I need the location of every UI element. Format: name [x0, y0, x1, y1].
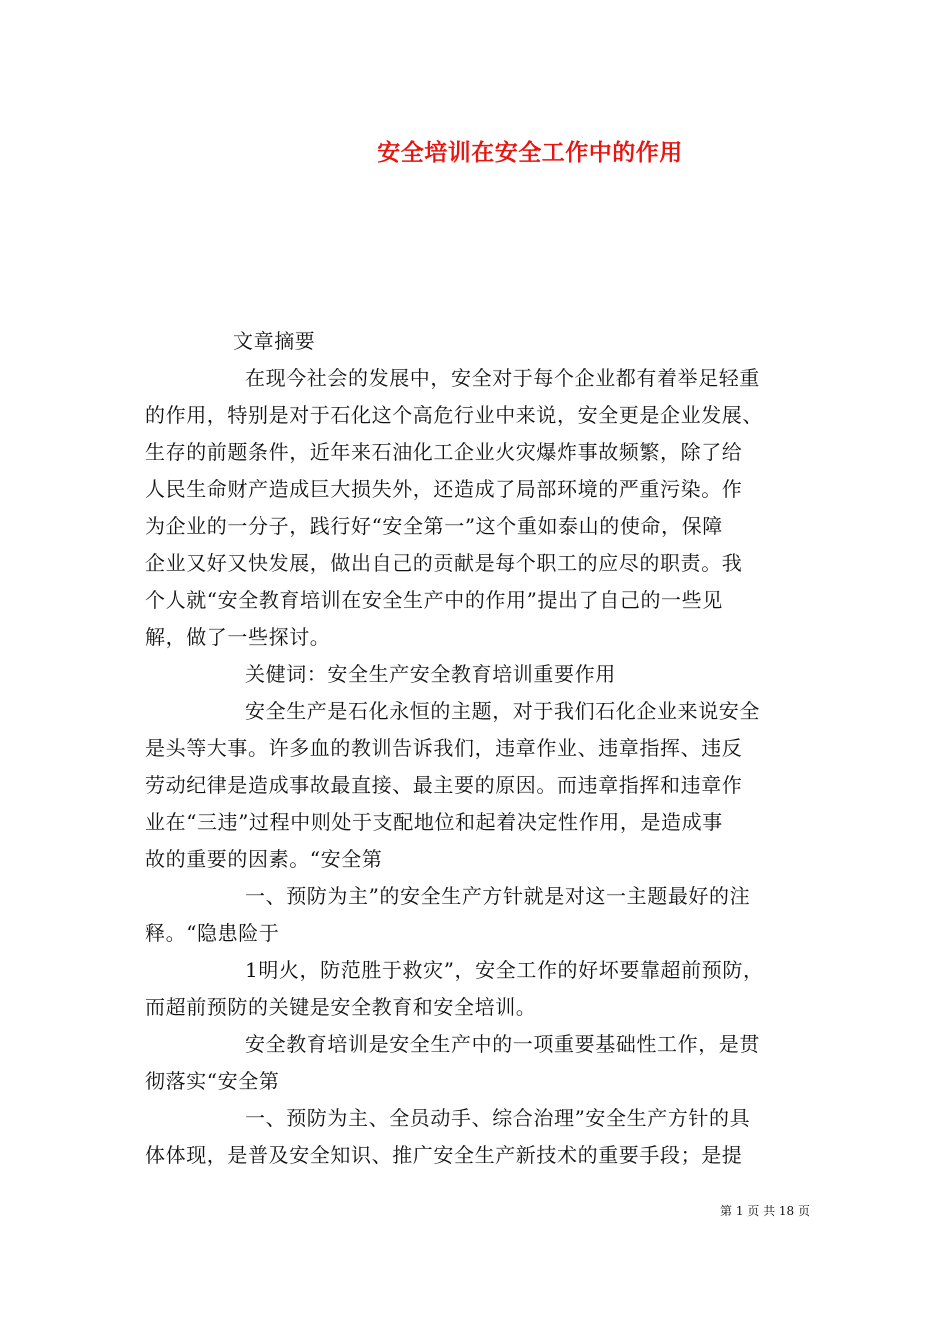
- page-number: 第 1 页 共 18 页: [720, 1204, 810, 1218]
- paragraph-line: 释。“隐患险于: [145, 921, 280, 945]
- paragraph-line: 企业又好又快发展，做出自己的贡献是每个职工的应尽的职责。我: [145, 551, 743, 575]
- paragraph-line: 个人就“安全教育培训在安全生产中的作用”提出了自己的一些见: [145, 588, 723, 612]
- paragraph-line: 生存的前题条件，近年来石油化工企业火灾爆炸事故频繁，除了给: [145, 440, 743, 464]
- paragraph-line: 在现今社会的发展中，安全对于每个企业都有着举足轻重: [245, 366, 760, 390]
- paragraph-line: 业在“三违”过程中则处于支配地位和起着决定性作用，是造成事: [145, 810, 723, 834]
- paragraph-line: 为企业的一分子，践行好“安全第一”这个重如泰山的使命，保障: [145, 514, 723, 538]
- keywords-line: 关健词：安全生产安全教育培训重要作用: [245, 662, 616, 686]
- paragraph-line: 是头等大事。许多血的教训告诉我们，违章作业、违章指挥、违反: [145, 736, 743, 760]
- paragraph-line: 而超前预防的关键是安全教育和安全培训。: [145, 995, 537, 1019]
- paragraph-line: 的作用，特别是对于石化这个高危行业中来说，安全更是企业发展、: [145, 403, 763, 427]
- paragraph-line: 安全教育培训是安全生产中的一项重要基础性工作，是贯: [245, 1032, 760, 1056]
- abstract-label: 文章摘要: [233, 329, 316, 353]
- paragraph-line: 1明火，防范胜于救灾”，安全工作的好坏要靠超前预防，: [245, 958, 764, 982]
- paragraph-line: 体体现，是普及安全知识、推广安全生产新技术的重要手段；是提: [145, 1143, 743, 1167]
- paragraph-line: 彻落实“安全第: [145, 1069, 280, 1093]
- paragraph-line: 安全生产是石化永恒的主题，对于我们石化企业来说安全: [245, 699, 760, 723]
- paragraph-line: 故的重要的因素。“安全第: [145, 847, 383, 871]
- paragraph-line: 劳动纪律是造成事故最直接、最主要的原因。而违章指挥和违章作: [145, 773, 743, 797]
- paragraph-line: 一、预防为主”的安全生产方针就是对这一主题最好的注: [245, 884, 751, 908]
- paragraph-line: 人民生命财产造成巨大损失外，还造成了局部环境的严重污染。作: [145, 477, 743, 501]
- document-title: 安全培训在安全工作中的作用: [377, 140, 683, 166]
- paragraph-line: 一、预防为主、全员动手、综合治理”安全生产方针的具: [245, 1106, 751, 1130]
- paragraph-line: 解，做了一些探讨。: [145, 625, 331, 649]
